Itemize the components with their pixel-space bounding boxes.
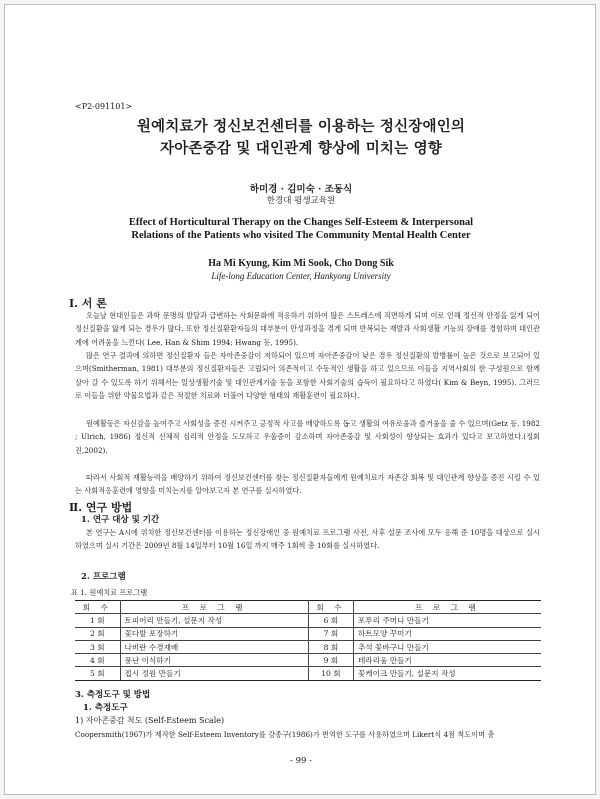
measurement-subheading: 3. 측정도구 및 방법 xyxy=(75,690,151,700)
table-header-cell: 회 수 xyxy=(75,601,120,614)
intro-paragraph: 원예활동은 자신감을 높여주고 사회성을 증진 시켜주고 긍정적 사고를 배양하도록 돕고 생활의 여유로움과 즐거움을 줄 수 있으며(Getz 등, 1982 ; Ulrich, 1986) 정신적 신체적 심리적 안정을 도모하고 우울증이 감소하며 자아존중감 및 사회성이 향상되는 효과가 있다고 보고하였다.(정회진,2002). xyxy=(75,419,540,455)
english-title-line-1: Effect of Horticultural Therapy on the Changes Self-Esteem & Interpersonal xyxy=(128,217,474,228)
table-cell: 4 회 xyxy=(75,654,120,667)
table-cell: 접시 정원 만들기 xyxy=(120,667,308,680)
english-affiliation: Life-long Education Center, Hankyong University xyxy=(211,271,391,281)
measurement-tool-heading: 1. 측정도구 xyxy=(83,703,128,713)
paper-page xyxy=(4,4,596,795)
table-cell: 테라리움 만들기 xyxy=(353,654,541,667)
table-cell: 1 회 xyxy=(75,614,120,627)
table-row xyxy=(75,627,541,640)
table-cell: 추석 꽃바구니 만들기 xyxy=(353,640,541,653)
korean-title-line-2: 자아존중감 및 대인관계 향상에 미치는 영향 xyxy=(160,140,442,157)
english-authors: Ha Mi Kyung, Kim Mi Sook, Cho Dong Sik xyxy=(208,258,394,269)
english-title-line-2: Relations of the Patients who visited The Community Mental Health Center xyxy=(131,230,471,241)
page-number: - 99 - xyxy=(290,756,312,766)
intro-paragraph: 오늘날 현대인들은 과학 문명의 발달과 급변하는 사회문화에 적응하기 위하여 많은 스트레스에 직면하게 되며 이로 인해 정신적 안정을 잃게 되어 정신질환을 앓게 되는 경우가 많다. 또한 정신질환환자들의 대부분이 만성과정을 겪게 되며 반복되는 재발과 사회생활 기능의 장애를 경험하며 대인관계에 어려움을 느낀다( Lee, Han & Shim 1994; Hwang 등, 1995). xyxy=(75,311,540,347)
korean-title-line-1: 원예치료가 정신보건센터를 이용하는 정신장애인의 xyxy=(136,118,466,135)
table-cell: 꽃다발 포장하기 xyxy=(120,627,308,640)
method-paragraph: 본 연구는 A시에 위치한 정신보건센터를 이용하는 정신장애인 중 원예치료 프로그램 사전, 사후 설문 조사에 모두 응해 준 10명을 대상으로 실시하였으며 실시 기간은 2009년 8월 14일부터 10월 16일 까지 매주 1회씩 총 10회를 실시하였다. xyxy=(75,528,540,551)
korean-affiliation: 한경대 평생교육원 xyxy=(266,196,336,206)
table-row xyxy=(75,654,541,667)
table-cell: 8 회 xyxy=(308,640,353,653)
program-table xyxy=(75,600,541,681)
table-cell: 3 회 xyxy=(75,640,120,653)
table-cell: 2 회 xyxy=(75,627,120,640)
table-cell: 나비란 수경재배 xyxy=(120,640,308,653)
table-row xyxy=(75,667,541,680)
table-header-row xyxy=(75,601,541,614)
abstract-code: <P2-091101> xyxy=(75,102,133,111)
table-header-cell: 프 로 그 램 xyxy=(120,601,308,614)
table-cell: 꽃케이크 만들기, 설문지 작성 xyxy=(353,667,541,680)
table-cell: 포푸리 주머니 만들기 xyxy=(353,614,541,627)
intro-paragraph: 따라서 사회적 재활능력을 배양하기 위하여 정신보건센터를 찾는 정신질환자들에게 원예치료가 자존감 회복 및 대인관계 향상을 증진 시킬 수 있는 사회적응훈련에 영향을 미치는지를 알아보고자 본 연구를 실시하였다. xyxy=(75,473,540,496)
table-cell: 하트모양 꾸미기 xyxy=(353,627,541,640)
table-cell: 10 회 xyxy=(308,667,353,680)
intro-heading: Ⅰ. 서 론 xyxy=(69,297,107,310)
table-cell: 6 회 xyxy=(308,614,353,627)
table-cell: 9 회 xyxy=(308,654,353,667)
table-row xyxy=(75,640,541,653)
measurement-item: 1) 자아존중감 척도 (Self-Esteem Scale) xyxy=(75,716,225,725)
table-header-cell: 회 수 xyxy=(308,601,353,614)
table-cell: 7 회 xyxy=(308,627,353,640)
korean-authors: 하미경 · 김미숙 · 조동식 xyxy=(249,184,353,195)
measurement-paragraph: Coopersmith(1967)가 제작한 Self-Esteem Inventory를 강종구(1986)가 번역한 도구를 사용하였으며 Likert식 4점 척도이며 총 xyxy=(75,730,495,739)
table-row xyxy=(75,614,541,627)
method-heading: Ⅱ. 연구 방법 xyxy=(69,501,133,514)
table-cell: 5 회 xyxy=(75,667,120,680)
table-cell: 토피어리 만들기, 설문지 작성 xyxy=(120,614,308,627)
intro-paragraph: 많은 연구 결과에 의하면 정신질환자 들은 자아존중감이 저하되어 있으며 자아존중감이 낮은 경우 정신질환의 발병률이 높은 것으로 보고되어 있으며(Smitherman, 1981) 대부분의 정신질환자들은 고립되어 의존적이고 수동적인 생활을 하고 있으므로 이들을 지역사회의 한 구성원으로 함께 살아 갈 수 있도록 하기 위해서는 일상생활기술 및 대인관계기술 등을 포함한 사회기술의 습득이 필요하다고 하였다( Kim & Beyn, 1995). 그러므로 이들을 위한 약물요법과 같은 적절한 치료와 더불어 다양한 형태의 재활훈련이 필요하다. xyxy=(75,351,540,400)
program-subheading: 2. 프로그램 xyxy=(81,572,126,582)
table-cell: 풍난 이식하기 xyxy=(120,654,308,667)
method-subheading: 1. 연구 대상 및 기간 xyxy=(81,515,160,525)
table-caption: 표 1. 원예치료 프로그램 xyxy=(71,588,148,597)
table-header-cell: 프 로 그 램 xyxy=(353,601,541,614)
